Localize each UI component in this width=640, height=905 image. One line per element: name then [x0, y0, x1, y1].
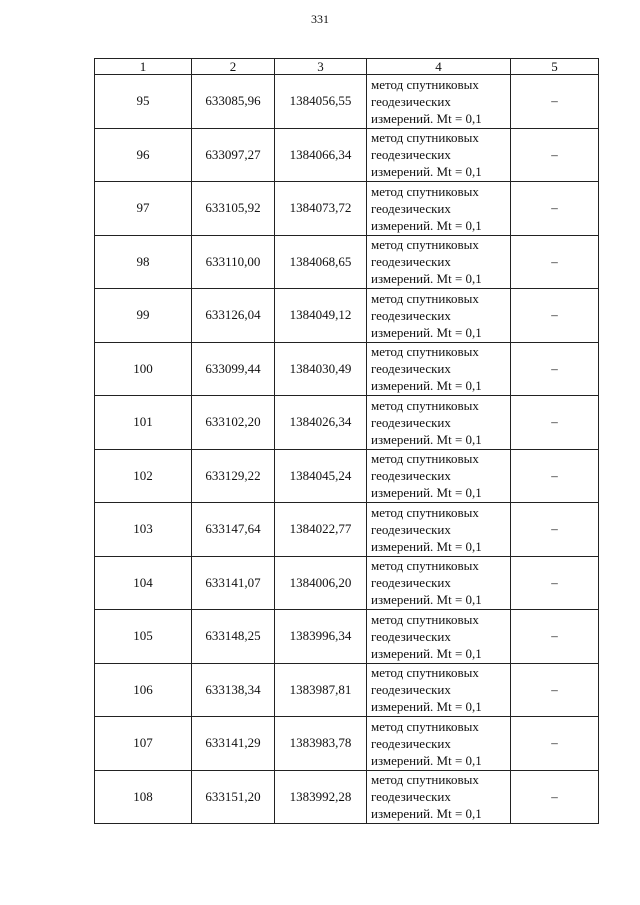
method-line: метод спутниковых: [371, 718, 479, 734]
method-line: геодезических: [371, 789, 451, 805]
method-line: геодезических: [371, 93, 451, 109]
coordinates-table: [94, 58, 599, 824]
x-coordinate-cell: 633097,27: [192, 128, 275, 182]
x-coordinate-cell: 633102,20: [192, 396, 275, 450]
point-number-cell: 100: [95, 342, 192, 396]
point-number-cell: 97: [95, 182, 192, 236]
note-cell: –: [511, 449, 599, 503]
column-header: 5: [511, 59, 599, 75]
note-cell: –: [511, 610, 599, 664]
method-line: геодезических: [371, 468, 451, 484]
method-cell: [367, 75, 511, 129]
table-row: [95, 503, 599, 557]
method-line: геодезических: [371, 200, 451, 216]
x-coordinate-cell: 633105,92: [192, 182, 275, 236]
table-row: [95, 770, 599, 824]
y-coordinate-cell: 1383987,81: [275, 663, 367, 717]
point-number-cell: 103: [95, 503, 192, 557]
y-coordinate-cell: 1384066,34: [275, 128, 367, 182]
note-cell: –: [511, 396, 599, 450]
method-line: измерений. Mt = 0,1: [371, 699, 482, 715]
method-line: измерений. Mt = 0,1: [371, 485, 482, 501]
method-line: геодезических: [371, 147, 451, 163]
method-line: метод спутниковых: [371, 183, 479, 199]
y-coordinate-cell: 1384056,55: [275, 75, 367, 129]
table-row: [95, 449, 599, 503]
method-line: измерений. Mt = 0,1: [371, 110, 482, 126]
method-cell: [367, 182, 511, 236]
method-line: метод спутниковых: [371, 397, 479, 413]
point-number-cell: 106: [95, 663, 192, 717]
method-line: метод спутниковых: [371, 290, 479, 306]
x-coordinate-cell: 633129,22: [192, 449, 275, 503]
method-line: метод спутниковых: [371, 772, 479, 788]
note-cell: –: [511, 503, 599, 557]
x-coordinate-cell: 633147,64: [192, 503, 275, 557]
method-line: измерений. Mt = 0,1: [371, 645, 482, 661]
method-line: метод спутниковых: [371, 344, 479, 360]
point-number-cell: 96: [95, 128, 192, 182]
point-number-cell: 98: [95, 235, 192, 289]
method-cell: [367, 396, 511, 450]
column-header: 1: [95, 59, 192, 75]
x-coordinate-cell: 633138,34: [192, 663, 275, 717]
method-line: геодезических: [371, 575, 451, 591]
note-cell: –: [511, 770, 599, 824]
table-row: [95, 663, 599, 717]
table-row: [95, 182, 599, 236]
y-coordinate-cell: 1384049,12: [275, 289, 367, 343]
point-number-cell: 99: [95, 289, 192, 343]
method-cell: [367, 770, 511, 824]
method-line: метод спутниковых: [371, 237, 479, 253]
note-cell: –: [511, 556, 599, 610]
method-line: измерений. Mt = 0,1: [371, 324, 482, 340]
y-coordinate-cell: 1384073,72: [275, 182, 367, 236]
x-coordinate-cell: 633126,04: [192, 289, 275, 343]
y-coordinate-cell: 1384022,77: [275, 503, 367, 557]
y-coordinate-cell: 1383983,78: [275, 717, 367, 771]
y-coordinate-cell: 1384045,24: [275, 449, 367, 503]
table-row: [95, 396, 599, 450]
y-coordinate-cell: 1383996,34: [275, 610, 367, 664]
method-line: метод спутниковых: [371, 611, 479, 627]
y-coordinate-cell: 1383992,28: [275, 770, 367, 824]
table-row: [95, 610, 599, 664]
table-row: [95, 289, 599, 343]
x-coordinate-cell: 633141,07: [192, 556, 275, 610]
method-line: метод спутниковых: [371, 76, 479, 92]
method-cell: [367, 556, 511, 610]
point-number-cell: 108: [95, 770, 192, 824]
table-row: [95, 235, 599, 289]
method-line: геодезических: [371, 361, 451, 377]
method-cell: [367, 235, 511, 289]
x-coordinate-cell: 633085,96: [192, 75, 275, 129]
method-line: геодезических: [371, 414, 451, 430]
method-line: геодезических: [371, 254, 451, 270]
column-header: 3: [275, 59, 367, 75]
method-line: геодезических: [371, 521, 451, 537]
note-cell: –: [511, 235, 599, 289]
table-row: [95, 717, 599, 771]
method-cell: [367, 128, 511, 182]
table-row: [95, 342, 599, 396]
method-line: метод спутниковых: [371, 558, 479, 574]
point-number-cell: 104: [95, 556, 192, 610]
method-line: метод спутниковых: [371, 130, 479, 146]
table-row: [95, 128, 599, 182]
method-cell: [367, 449, 511, 503]
point-number-cell: 101: [95, 396, 192, 450]
page-number: 331: [311, 12, 329, 26]
note-cell: –: [511, 128, 599, 182]
method-line: метод спутниковых: [371, 665, 479, 681]
method-cell: [367, 717, 511, 771]
method-line: измерений. Mt = 0,1: [371, 806, 482, 822]
method-cell: [367, 663, 511, 717]
x-coordinate-cell: 633148,25: [192, 610, 275, 664]
point-number-cell: 102: [95, 449, 192, 503]
x-coordinate-cell: 633099,44: [192, 342, 275, 396]
y-coordinate-cell: 1384026,34: [275, 396, 367, 450]
method-cell: [367, 289, 511, 343]
x-coordinate-cell: 633141,29: [192, 717, 275, 771]
column-header: 4: [367, 59, 511, 75]
table-row: [95, 75, 599, 129]
method-line: измерений. Mt = 0,1: [371, 217, 482, 233]
note-cell: –: [511, 75, 599, 129]
note-cell: –: [511, 182, 599, 236]
method-cell: [367, 503, 511, 557]
method-line: метод спутниковых: [371, 451, 479, 467]
column-header: 2: [192, 59, 275, 75]
x-coordinate-cell: 633151,20: [192, 770, 275, 824]
method-line: измерений. Mt = 0,1: [371, 271, 482, 287]
note-cell: –: [511, 289, 599, 343]
method-line: измерений. Mt = 0,1: [371, 378, 482, 394]
method-cell: [367, 342, 511, 396]
method-cell: [367, 610, 511, 664]
method-line: метод спутниковых: [371, 504, 479, 520]
method-line: измерений. Mt = 0,1: [371, 592, 482, 608]
method-line: измерений. Mt = 0,1: [371, 538, 482, 554]
method-line: геодезических: [371, 307, 451, 323]
y-coordinate-cell: 1384068,65: [275, 235, 367, 289]
table-row: [95, 556, 599, 610]
table-header-row: [95, 59, 599, 75]
point-number-cell: 95: [95, 75, 192, 129]
x-coordinate-cell: 633110,00: [192, 235, 275, 289]
note-cell: –: [511, 717, 599, 771]
method-line: геодезических: [371, 628, 451, 644]
method-line: геодезических: [371, 735, 451, 751]
method-line: измерений. Mt = 0,1: [371, 431, 482, 447]
note-cell: –: [511, 342, 599, 396]
y-coordinate-cell: 1384006,20: [275, 556, 367, 610]
point-number-cell: 105: [95, 610, 192, 664]
note-cell: –: [511, 663, 599, 717]
y-coordinate-cell: 1384030,49: [275, 342, 367, 396]
method-line: измерений. Mt = 0,1: [371, 164, 482, 180]
method-line: измерений. Mt = 0,1: [371, 752, 482, 768]
method-line: геодезических: [371, 682, 451, 698]
point-number-cell: 107: [95, 717, 192, 771]
